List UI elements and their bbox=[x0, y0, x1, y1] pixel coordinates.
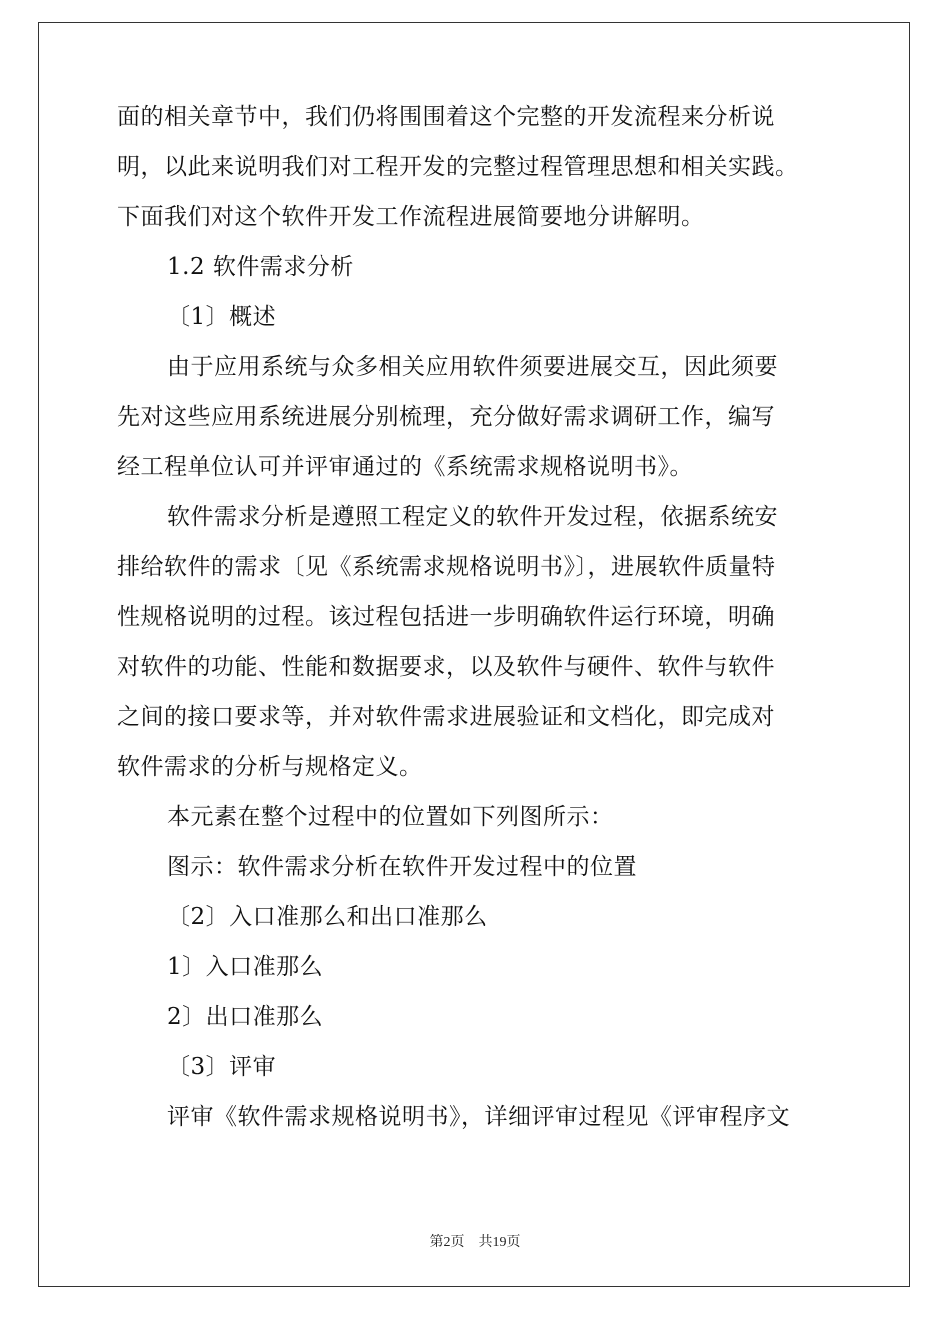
list-item: 2〕出口准那么 bbox=[167, 1004, 324, 1030]
section-heading: 1.2 软件需求分析 bbox=[167, 254, 354, 280]
text-line: 软件需求的分析与规格定义。 bbox=[117, 754, 423, 780]
figure-caption: 图示：软件需求分析在软件开发过程中的位置 bbox=[167, 854, 637, 880]
text-line: 评审《软件需求规格说明书》，详细评审过程见《评审程序文 bbox=[167, 1104, 790, 1130]
page-number: 第2页 共19页 bbox=[429, 1235, 521, 1250]
text-line: 经工程单位认可并评审通过的《系统需求规格说明书》。 bbox=[117, 454, 693, 480]
text-line: 性规格说明的过程。该过程包括进一步明确软件运行环境，明确 bbox=[117, 604, 775, 630]
text-line: 软件需求分析是遵照工程定义的软件开发过程，依据系统安 bbox=[167, 504, 778, 530]
text-line: 下面我们对这个软件开发工作流程进展简要地分讲解明。 bbox=[117, 204, 705, 230]
text-line: 先对这些应用系统进展分别梳理，充分做好需求调研工作，编写 bbox=[117, 404, 775, 430]
text-line: 面的相关章节中，我们仍将围围着这个完整的开发流程来分析说 bbox=[117, 104, 775, 130]
text-line: 对软件的功能、性能和数据要求，以及软件与硬件、软件与软件 bbox=[117, 654, 775, 680]
list-item: 1〕入口准那么 bbox=[167, 954, 324, 980]
subsection-heading: 〔3〕评审 bbox=[167, 1054, 277, 1080]
subsection-heading: 〔1〕概述 bbox=[167, 304, 277, 330]
text-line: 之间的接口要求等，并对软件需求进展验证和文档化，即完成对 bbox=[117, 704, 775, 730]
subsection-heading: 〔2〕入口准那么和出口准那么 bbox=[167, 904, 488, 930]
text-line: 明，以此来说明我们对工程开发的完整过程管理思想和相关实践。 bbox=[117, 154, 799, 180]
text-line: 排给软件的需求〔见《系统需求规格说明书》〕，进展软件质量特 bbox=[117, 554, 776, 580]
text-line: 由于应用系统与众多相关应用软件须要进展交互，因此须要 bbox=[167, 354, 778, 380]
text-line: 本元素在整个过程中的位置如下列图所示： bbox=[167, 804, 614, 830]
document-body bbox=[117, 92, 835, 1142]
